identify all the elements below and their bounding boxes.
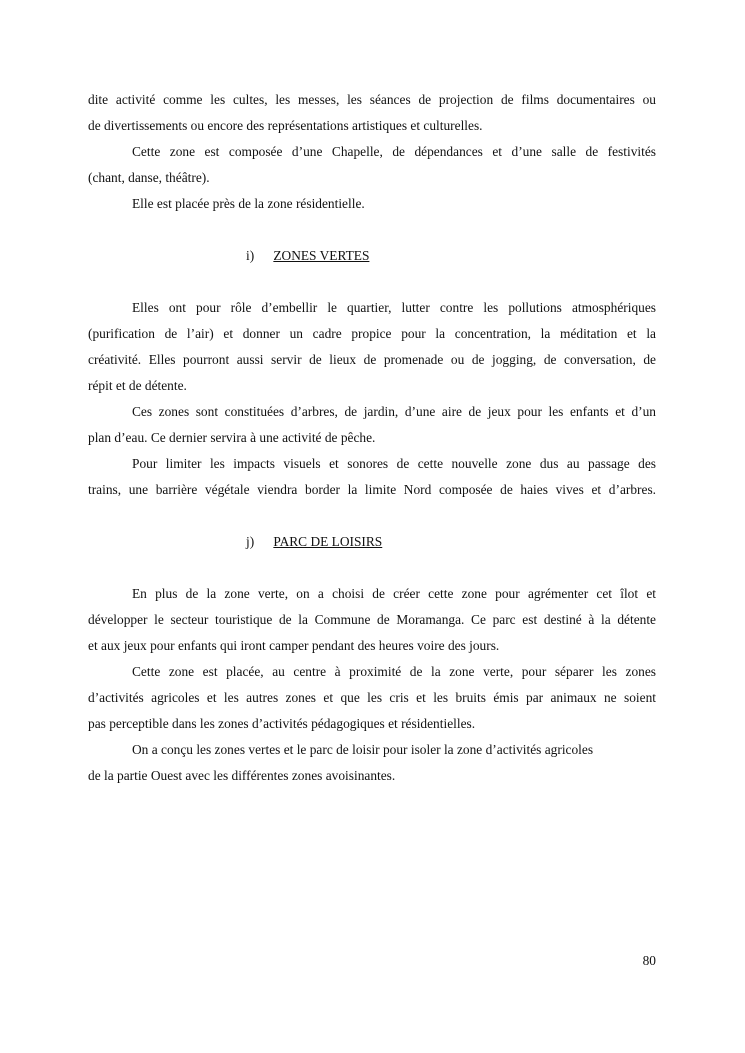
page-number: 80 (642, 953, 656, 968)
paragraph-barriere-vegetale (88, 451, 656, 503)
text-line: On a conçu les zones vertes et le parc de loisir pour isoler la zone d’activités agricoles (132, 742, 594, 757)
section-title: PARC DE LOISIRS (273, 534, 383, 549)
spacer (88, 269, 656, 295)
text-line: dite activité comme les cultes, les messes, les séances de projection de films documentaires ou (88, 92, 656, 107)
text-line: répit et de détente. (88, 378, 187, 393)
paragraph-conception (88, 737, 656, 789)
document-page (88, 87, 656, 789)
spacer (88, 503, 656, 529)
paragraph-chapelle (88, 139, 656, 191)
text-line: (chant, danse, théâtre). (88, 170, 210, 185)
section-heading-zones-vertes (88, 243, 656, 269)
paragraph-composition-zones (88, 399, 656, 451)
paragraph-parc-emplacement (88, 659, 656, 737)
paragraph-dite-activite (88, 87, 656, 139)
text-line: Pour limiter les impacts visuels et sonores de cette nouvelle zone dus au passage des (132, 456, 656, 471)
text-line: de divertissements ou encore des représentations artistiques et culturelles. (88, 118, 483, 133)
text-line: Cette zone est placée, au centre à proximité de la zone verte, pour séparer les zones (132, 664, 656, 679)
text-line: et aux jeux pour enfants qui iront camper pendant des heures voire des jours. (88, 638, 500, 653)
spacer (88, 217, 656, 243)
text-line: pas perceptible dans les zones d’activités pédagogiques et résidentielles. (88, 716, 476, 731)
text-line: En plus de la zone verte, on a choisi de créer cette zone pour agrémenter cet îlot et (132, 586, 656, 601)
text-line: trains, une barrière végétale viendra border la limite Nord composée de haies vives et d’arbres. (88, 482, 656, 497)
spacer (88, 555, 656, 581)
section-title: ZONES VERTES (273, 248, 370, 263)
text-line: de la partie Ouest avec les différentes zones avoisinantes. (88, 768, 396, 783)
paragraph-placement (88, 191, 656, 217)
text-line: créativité. Elles pourront aussi servir de lieux de promenade ou de jogging, de conversation, de (88, 352, 656, 367)
text-line: Cette zone est composée d’une Chapelle, de dépendances et d’une salle de festivités (132, 144, 656, 159)
text-line: plan d’eau. Ce dernier servira à une activité de pêche. (88, 430, 376, 445)
text-line: Ces zones sont constituées d’arbres, de jardin, d’une aire de jeux pour les enfants et d’un (132, 404, 656, 419)
text-line: Elle est placée près de la zone résidentielle. (132, 196, 365, 211)
paragraph-role-zones-vertes (88, 295, 656, 399)
paragraph-parc-objectif (88, 581, 656, 659)
section-heading-parc-de-loisirs (88, 529, 656, 555)
text-line: Elles ont pour rôle d’embellir le quartier, lutter contre les pollutions atmosphériques (132, 300, 656, 315)
section-number: i) (246, 248, 255, 263)
text-line: développer le secteur touristique de la Commune de Moramanga. Ce parc est destiné à la détente (88, 612, 656, 627)
text-line: (purification de l’air) et donner un cadre propice pour la concentration, la méditation et la (88, 326, 656, 341)
text-line: d’activités agricoles et les autres zones et que les cris et les bruits émis par animaux ne soient (88, 690, 656, 705)
section-number: j) (246, 534, 255, 549)
